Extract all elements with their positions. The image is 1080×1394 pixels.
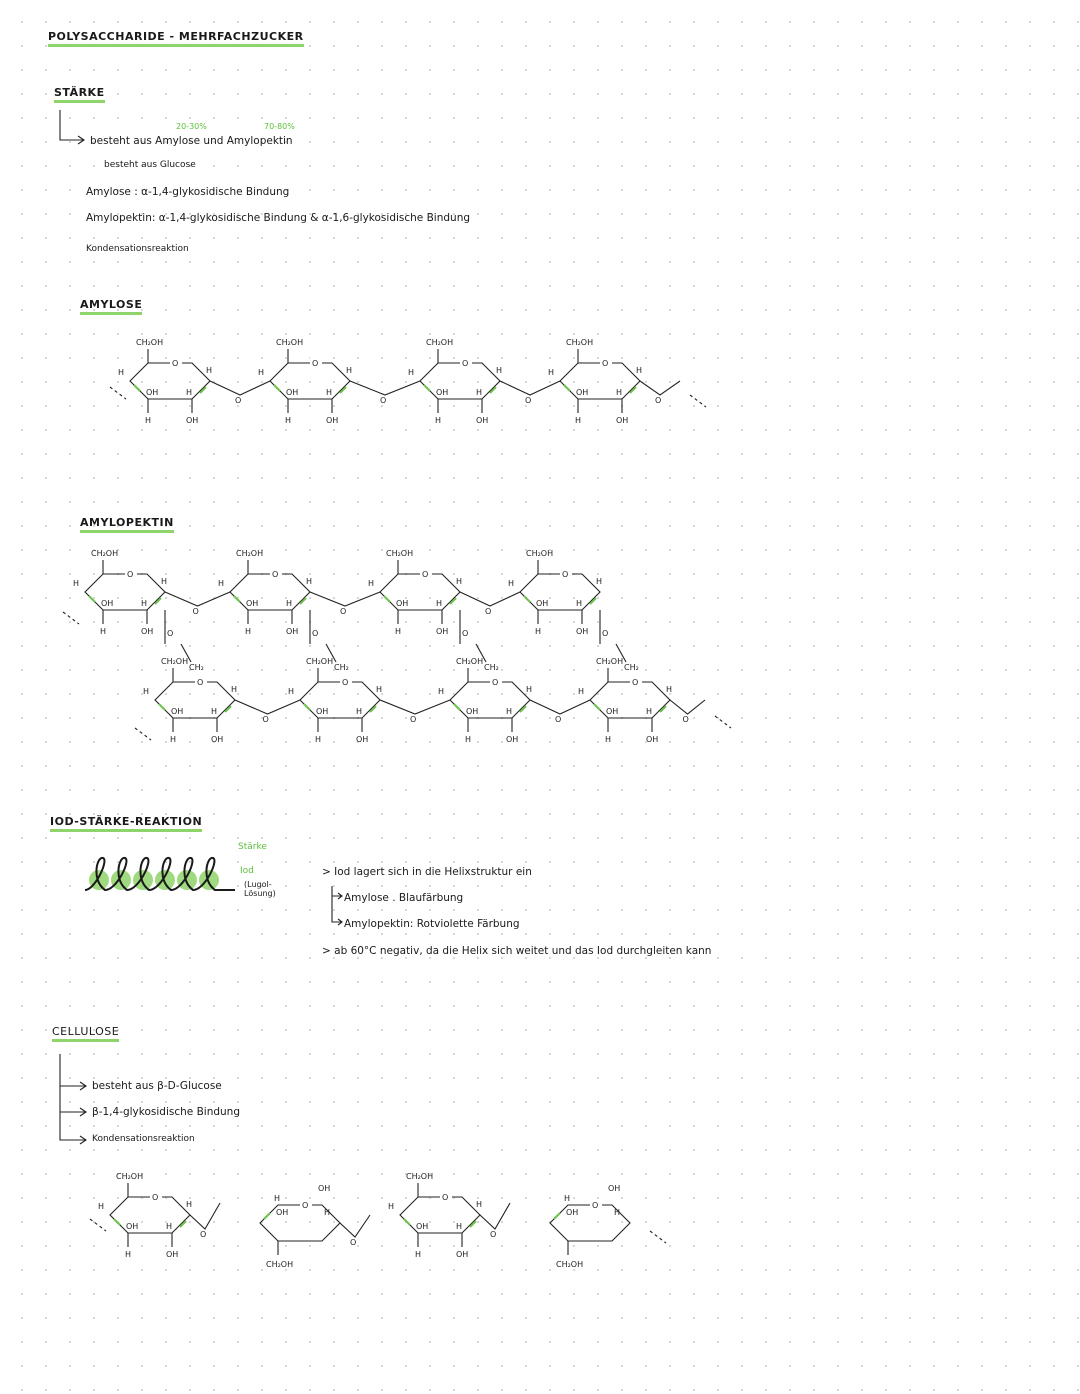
ch2oh-group: CH₂OH xyxy=(306,657,334,666)
hydrogen: H xyxy=(496,366,503,375)
amylopektin-heading: AMYLOPEKTIN xyxy=(80,516,174,533)
hydrogen: H xyxy=(125,1250,132,1259)
hydroxyl: OH xyxy=(211,735,224,744)
hydrogen: H xyxy=(535,627,542,636)
starch-heading: STÄRKE xyxy=(54,86,105,103)
glucose-ring xyxy=(260,1184,340,1269)
hydrogen: H xyxy=(476,388,483,397)
ch2oh-group: CH₂OH xyxy=(236,549,264,558)
ring-oxygen: O xyxy=(492,678,499,687)
hydrogen: H xyxy=(646,707,653,716)
iodine-molecule xyxy=(155,870,175,890)
ch2-group: CH₂ xyxy=(484,663,499,672)
hydrogen: H xyxy=(616,388,623,397)
starch-line-3: Amylose : α-1,4-glykosidische Bindung xyxy=(86,186,290,198)
hydrogen: H xyxy=(388,1202,395,1211)
arrow-icon xyxy=(330,884,344,924)
ring-oxygen: O xyxy=(632,678,639,687)
hydrogen: H xyxy=(166,1222,173,1231)
hydrogen: H xyxy=(435,416,442,425)
hydroxyl: OH xyxy=(186,416,199,425)
hydrogen: H xyxy=(170,735,177,744)
amylopektin-percent: 70-80% xyxy=(264,122,295,131)
ring-oxygen: O xyxy=(197,678,204,687)
hydrogen: H xyxy=(145,416,152,425)
hydrogen: H xyxy=(576,599,583,608)
hydrogen: H xyxy=(285,416,292,425)
starch-line-1: besteht aus Amylose und Amylopektin xyxy=(90,135,293,147)
glycosidic-oxygen: O xyxy=(655,396,662,405)
hydrogen: H xyxy=(508,579,515,588)
hydrogen: H xyxy=(118,368,125,377)
hydroxyl: OH xyxy=(326,416,339,425)
glycosidic-oxygen: O xyxy=(200,1230,207,1239)
glucose-ring xyxy=(408,338,502,425)
glucose-ring xyxy=(118,338,212,425)
hydroxyl: OH xyxy=(316,707,329,716)
ch2oh-group: CH₂OH xyxy=(266,1260,294,1269)
hydrogen: H xyxy=(258,368,265,377)
ch2-group: CH₂ xyxy=(624,663,639,672)
hydroxyl: OH xyxy=(436,627,449,636)
page-title: POLYSACCHARIDE - MEHRFACHZUCKER xyxy=(48,30,304,47)
hydrogen: H xyxy=(436,599,443,608)
hydroxyl: OH xyxy=(356,735,369,744)
hydrogen: H xyxy=(98,1202,105,1211)
arrow-icon xyxy=(58,108,88,148)
hydroxyl: OH xyxy=(608,1184,621,1193)
arrow-icon xyxy=(58,1052,92,1152)
hydrogen: H xyxy=(326,388,333,397)
amylose-heading: AMYLOSE xyxy=(80,298,142,315)
ch2oh-group: CH₂OH xyxy=(161,657,189,666)
amylopektin-structure xyxy=(55,549,775,772)
ring-oxygen: O xyxy=(312,359,319,368)
ch2oh-group: CH₂OH xyxy=(116,1172,144,1181)
hydrogen: H xyxy=(548,368,555,377)
hydrogen: H xyxy=(274,1194,281,1203)
hydrogen: H xyxy=(564,1194,571,1203)
ch2oh-group: CH₂OH xyxy=(456,657,484,666)
hydrogen: H xyxy=(218,579,225,588)
hydrogen: H xyxy=(306,577,313,586)
hydrogen: H xyxy=(395,627,402,636)
ch2oh-group: CH₂OH xyxy=(406,1172,434,1181)
hydroxyl: OH xyxy=(536,599,549,608)
iodine-molecule xyxy=(133,870,153,890)
hydrogen: H xyxy=(206,366,213,375)
hydrogen: H xyxy=(456,1222,463,1231)
glycosidic-oxygen: O xyxy=(555,715,562,724)
hydrogen: H xyxy=(614,1208,621,1217)
hydrogen: H xyxy=(211,707,218,716)
hydroxyl: OH xyxy=(141,627,154,636)
glycosidic-oxygen: O xyxy=(525,396,532,405)
iodine-molecule xyxy=(111,870,131,890)
glycosidic-oxygen: O xyxy=(485,607,492,616)
starch-line-2: besteht aus Glucose xyxy=(104,160,196,170)
hydroxyl: OH xyxy=(616,416,629,425)
cellulose-heading: CELLULOSE xyxy=(52,1025,119,1042)
iodine-sub-2: Amylopektin: Rotviolette Färbung xyxy=(344,918,520,930)
hydrogen: H xyxy=(346,366,353,375)
glucose-ring xyxy=(73,549,167,636)
iod-label: Iod xyxy=(240,866,254,876)
hydrogen: H xyxy=(141,599,148,608)
hydrogen: H xyxy=(376,685,383,694)
hydroxyl: OH xyxy=(606,707,619,716)
hydroxyl: OH xyxy=(126,1222,139,1231)
ring-oxygen: O xyxy=(462,359,469,368)
hydrogen: H xyxy=(231,685,238,694)
ch2-group: CH₂ xyxy=(334,663,349,672)
iodine-molecule xyxy=(177,870,197,890)
iodine-bullet-2: > ab 60°C negativ, da die Helix sich weitet und das Iod durchgleiten kann xyxy=(322,945,712,957)
glucose-ring xyxy=(508,549,602,636)
hydrogen: H xyxy=(245,627,252,636)
glycosidic-oxygen: O xyxy=(462,629,469,638)
hydrogen: H xyxy=(456,577,463,586)
ch2oh-group: CH₂OH xyxy=(596,657,624,666)
starch-line-4: Amylopektin: α-1,4-glykosidische Bindung & α-1,6-glykosidische Bindung xyxy=(86,212,471,224)
hydroxyl: OH xyxy=(576,388,589,397)
glycosidic-oxygen: O xyxy=(682,715,689,724)
cellulose-structure xyxy=(70,1172,730,1285)
ring-oxygen: O xyxy=(562,570,569,579)
ring-oxygen: O xyxy=(172,359,179,368)
glycosidic-oxygen: O xyxy=(235,396,242,405)
hydroxyl: OH xyxy=(576,627,589,636)
hydroxyl: OH xyxy=(166,1250,179,1259)
ring-oxygen: O xyxy=(127,570,134,579)
hydroxyl: OH xyxy=(276,1208,289,1217)
glycosidic-oxygen: O xyxy=(167,629,174,638)
hydrogen: H xyxy=(368,579,375,588)
hydroxyl: OH xyxy=(101,599,114,608)
iodine-sub-1: Amylose . Blaufärbung xyxy=(344,892,464,904)
glucose-ring xyxy=(98,1172,192,1259)
glucose-ring xyxy=(548,338,642,425)
hydroxyl: OH xyxy=(396,599,409,608)
hydrogen: H xyxy=(666,685,673,694)
glycosidic-oxygen: O xyxy=(312,629,319,638)
hydroxyl: OH xyxy=(436,388,449,397)
hydroxyl: OH xyxy=(476,416,489,425)
amylose-structure xyxy=(90,335,730,455)
iodine-bullet-1: > Iod lagert sich in die Helixstruktur ein xyxy=(322,866,532,878)
ch2oh-group: CH₂OH xyxy=(91,549,119,558)
hydroxyl: OH xyxy=(416,1222,429,1231)
glycosidic-oxygen: O xyxy=(380,396,387,405)
hydrogen: H xyxy=(438,687,445,696)
ring-oxygen: O xyxy=(592,1201,599,1210)
hydrogen: H xyxy=(636,366,643,375)
ring-oxygen: O xyxy=(602,359,609,368)
hydrogen: H xyxy=(161,577,168,586)
helix-icon xyxy=(85,850,245,910)
hydrogen: H xyxy=(605,735,612,744)
glycosidic-oxygen: O xyxy=(350,1238,357,1247)
cellulose-line-1: besteht aus β-D-Glucose xyxy=(92,1080,222,1092)
ch2oh-group: CH₂OH xyxy=(526,549,554,558)
hydrogen: H xyxy=(506,707,513,716)
ring-oxygen: O xyxy=(152,1193,159,1202)
ch2oh-group: CH₂OH xyxy=(556,1260,584,1269)
lugol-label: (Lugol- Lösung) xyxy=(244,880,276,898)
hydrogen: H xyxy=(286,599,293,608)
hydrogen: H xyxy=(408,368,415,377)
glycosidic-oxygen: O xyxy=(410,715,417,724)
ch2oh-group: CH₂OH xyxy=(566,338,594,347)
hydrogen: H xyxy=(578,687,585,696)
glucose-ring xyxy=(368,549,462,636)
hydrogen: H xyxy=(575,416,582,425)
cellulose-line-2: β-1,4-glykosidische Bindung xyxy=(92,1106,240,1118)
hydroxyl: OH xyxy=(318,1184,331,1193)
hydroxyl: OH xyxy=(246,599,259,608)
hydrogen: H xyxy=(186,388,193,397)
hydrogen: H xyxy=(100,627,107,636)
starch-label: Stärke xyxy=(238,842,267,852)
hydroxyl: OH xyxy=(466,707,479,716)
hydroxyl: OH xyxy=(456,1250,469,1259)
glucose-ring xyxy=(258,338,352,425)
amylose-percent: 20-30% xyxy=(176,122,207,131)
hydroxyl: OH xyxy=(566,1208,579,1217)
ring-oxygen: O xyxy=(272,570,279,579)
starch-line-5: Kondensationsreaktion xyxy=(86,244,189,254)
ring-oxygen: O xyxy=(342,678,349,687)
hydroxyl: OH xyxy=(171,707,184,716)
ring-oxygen: O xyxy=(442,1193,449,1202)
glycosidic-oxygen: O xyxy=(340,607,347,616)
glucose-ring xyxy=(550,1184,630,1269)
ch2-group: CH₂ xyxy=(189,663,204,672)
iodine-heading: IOD-STÄRKE-REAKTION xyxy=(50,815,202,832)
hydrogen: H xyxy=(526,685,533,694)
ch2oh-group: CH₂OH xyxy=(276,338,304,347)
hydrogen: H xyxy=(288,687,295,696)
hydrogen: H xyxy=(356,707,363,716)
hydrogen: H xyxy=(596,577,603,586)
glucose-ring xyxy=(388,1172,482,1259)
hydrogen: H xyxy=(476,1200,483,1209)
hydroxyl: OH xyxy=(286,388,299,397)
hydroxyl: OH xyxy=(286,627,299,636)
hydrogen: H xyxy=(315,735,322,744)
glycosidic-oxygen: O xyxy=(490,1230,497,1239)
hydrogen: H xyxy=(415,1250,422,1259)
hydroxyl: OH xyxy=(646,735,659,744)
ring-oxygen: O xyxy=(302,1201,309,1210)
hydroxyl: OH xyxy=(146,388,159,397)
glycosidic-oxygen: O xyxy=(262,715,269,724)
glucose-ring xyxy=(218,549,312,636)
iodine-molecule xyxy=(199,870,219,890)
hydroxyl: OH xyxy=(506,735,519,744)
hydrogen: H xyxy=(143,687,150,696)
hydrogen: H xyxy=(324,1208,331,1217)
glycosidic-oxygen: O xyxy=(192,607,199,616)
cellulose-line-3: Kondensationsreaktion xyxy=(92,1134,195,1144)
ch2oh-group: CH₂OH xyxy=(136,338,164,347)
glycosidic-oxygen: O xyxy=(602,629,609,638)
hydrogen: H xyxy=(465,735,472,744)
hydrogen: H xyxy=(73,579,80,588)
ch2oh-group: CH₂OH xyxy=(426,338,454,347)
ch2oh-group: CH₂OH xyxy=(386,549,414,558)
hydrogen: H xyxy=(186,1200,193,1209)
ring-oxygen: O xyxy=(422,570,429,579)
